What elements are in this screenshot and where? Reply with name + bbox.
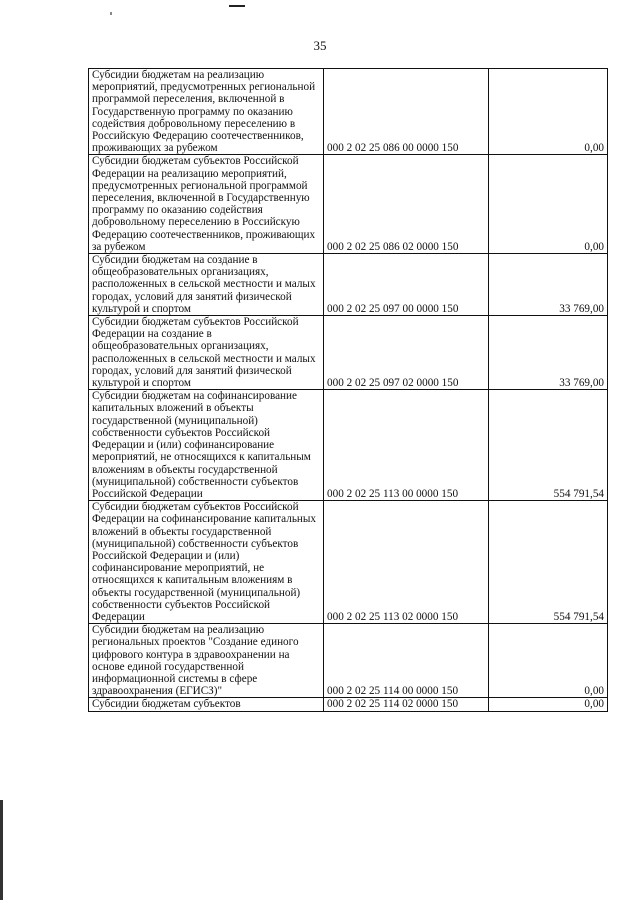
table-row [89, 698, 608, 711]
scan-artifact [229, 5, 245, 7]
table-row [89, 501, 608, 624]
row-description: Субсидии бюджетам субъектов Российской Федерации на софинансирование капитальных вложений в объекты государственной (муниципальной) собственности субъектов Российской Федерации и (или) софинансирование мероприятий, не относящихся к капитальным вложениям в объекты государственной (муниципальной) собственности субъектов Российской Федерации [89, 501, 324, 624]
row-code: 000 2 02 25 097 00 0000 150 [324, 254, 489, 316]
page-number: 35 [313, 38, 327, 53]
table-row [89, 316, 608, 390]
row-code: 000 2 02 25 113 02 0000 150 [324, 501, 489, 624]
row-description: Субсидии бюджетам на реализацию региональных проектов "Создание единого цифрового контура в здравоохранении на основе единой государственной информационной системы в сфере здравоохранения (ЕГИСЗ)" [89, 624, 324, 698]
row-description: Субсидии бюджетам на реализацию мероприятий, предусмотренных региональной программой переселения, включенной в Государственную программу по оказанию содействия добровольному переселению в Российскую Федерацию соотечественников, проживающих за рубежом [89, 69, 324, 155]
row-amount: 0,00 [489, 69, 608, 155]
row-amount: 0,00 [489, 698, 608, 711]
row-amount: 33 769,00 [489, 316, 608, 390]
row-description: Субсидии бюджетам на создание в общеобразовательных организациях, расположенных в сельской местности и малых городах, условий для занятий физической культурой и спортом [89, 254, 324, 316]
row-code: 000 2 02 25 113 00 0000 150 [324, 390, 489, 501]
row-code: 000 2 02 25 114 00 0000 150 [324, 624, 489, 698]
table-row [89, 390, 608, 501]
row-description: Субсидии бюджетам субъектов [89, 698, 324, 711]
row-amount: 554 791,54 [489, 501, 608, 624]
row-amount: 554 791,54 [489, 390, 608, 501]
row-description: Субсидии бюджетам субъектов Российской Федерации на создание в общеобразовательных организациях, расположенных в сельской местности и малых городах, условий для занятий физической культурой и спортом [89, 316, 324, 390]
table-row [89, 69, 608, 155]
row-code: 000 2 02 25 097 02 0000 150 [324, 316, 489, 390]
row-description: Субсидии бюджетам на софинансирование капитальных вложений в объекты государственной (муниципальной) собственности субъектов Российской Федерации и (или) софинансирование мероприятий, не относящихся к капитальным вложениям в объекты государственной (муниципальной) собственности субъектов Российской Федерации [89, 390, 324, 501]
row-code: 000 2 02 25 086 02 0000 150 [324, 155, 489, 254]
table-row [89, 254, 608, 316]
row-description: Субсидии бюджетам субъектов Российской Федерации на реализацию мероприятий, предусмотренных региональной программой переселения, включенной в Государственную программу по оказанию содействия добровольному переселению в Российскую Федерацию соотечественников, проживающих за рубежом [89, 155, 324, 254]
table-row [89, 155, 608, 254]
row-code: 000 2 02 25 114 02 0000 150 [324, 698, 489, 711]
budget-table [88, 68, 608, 712]
row-amount: 0,00 [489, 624, 608, 698]
row-amount: 33 769,00 [489, 254, 608, 316]
row-amount: 0,00 [489, 155, 608, 254]
scan-artifact-dot [110, 12, 112, 15]
row-code: 000 2 02 25 086 00 0000 150 [324, 69, 489, 155]
table-row [89, 624, 608, 698]
scan-edge-bar [0, 800, 3, 900]
